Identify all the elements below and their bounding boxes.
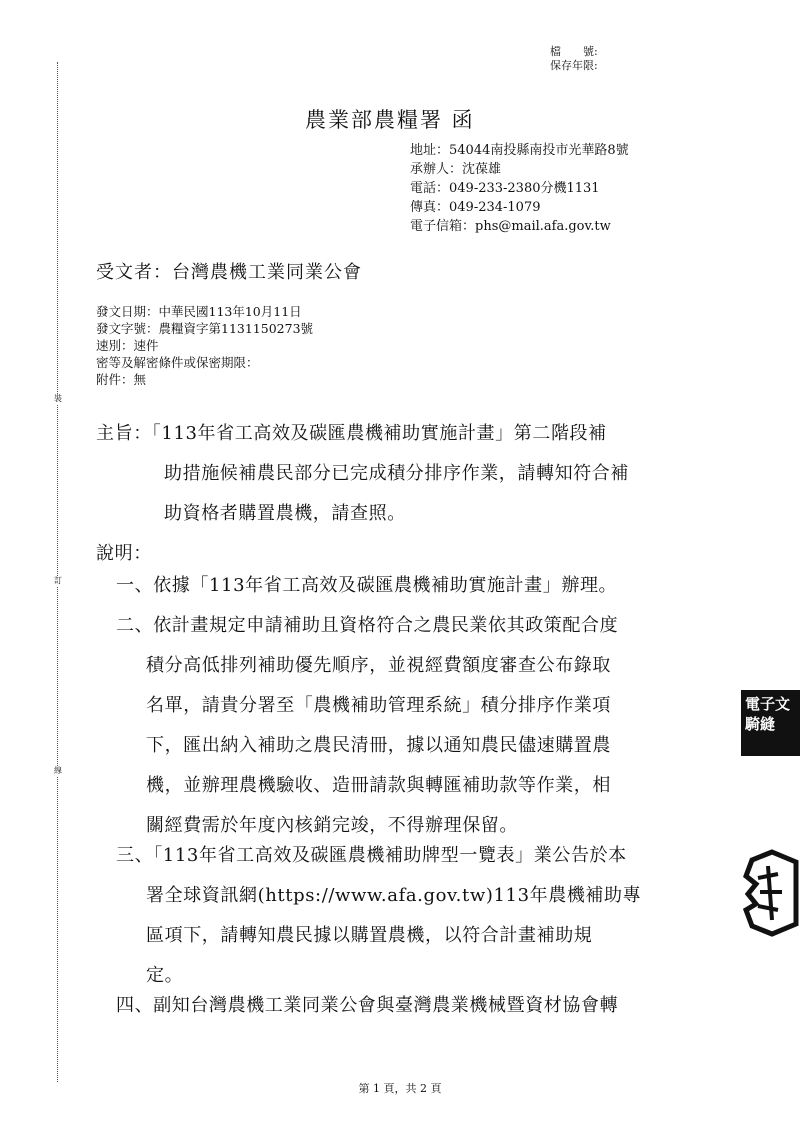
- explanation-label: 說明：: [96, 543, 152, 564]
- contact-email: 電子信箱：phs@mail.afa.gov.tw: [410, 219, 611, 234]
- attachment: 附件：無: [96, 372, 147, 387]
- electronic-seal-stamp: [741, 690, 800, 756]
- delivery-speed: 速別：速件: [96, 338, 159, 353]
- page-number: 第 1 頁，共 2 頁: [358, 1082, 442, 1095]
- binding-mark-line: 線: [54, 766, 62, 775]
- contact-address: 地址：54044南投縣南投市光華路8號: [410, 143, 629, 158]
- issue-date: 發文日期：中華民國113年10月11日: [96, 304, 302, 319]
- item-line: 名單，請貴分署至「農機補助管理系統」積分排序作業項: [146, 695, 611, 716]
- item-line: 機，並辦理農機驗收、造冊請款與轉匯補助款等作業，相: [146, 775, 611, 796]
- item-line: 二、依計畫規定申請補助且資格符合之農民業依其政策配合度: [116, 615, 619, 636]
- archive-retention-period: 保存年限:: [550, 59, 598, 72]
- stamp-mark-icon: [738, 848, 800, 938]
- subject-line: 助措施候補農民部分已完成積分排序作業，請轉知符合補: [164, 463, 629, 484]
- binding-mark-bind: 裝: [54, 394, 62, 403]
- document-meta: [96, 303, 313, 388]
- item-line: 一、依據「113年省工高效及碳匯農機補助實施計畫」辦理。: [116, 575, 618, 596]
- item-line: 區項下，請轉知農民據以購置農機，以符合計畫補助規: [146, 925, 593, 946]
- document-title: 農業部農糧署 函: [305, 108, 475, 132]
- item-line: 三、「113年省工高效及碳匯農機補助牌型一覽表」業公告於本: [116, 845, 627, 866]
- recipient: 受文者：台灣農機工業同業公會: [96, 262, 362, 283]
- item-line: 下，匯出納入補助之農民清冊，據以通知農民儘速購置農: [146, 735, 611, 756]
- contact-phone: 電話：049-233-2380分機1131: [410, 181, 600, 196]
- binding-mark-staple: 訂: [54, 576, 62, 585]
- contact-fax: 傳真：049-234-1079: [410, 200, 541, 215]
- secrecy-level: 密等及解密條件或保密期限：: [96, 355, 259, 370]
- seal-text: 電子文騎縫: [745, 695, 791, 733]
- contact-block: [410, 141, 629, 236]
- item-line: 定。: [146, 965, 184, 986]
- item-line: 署全球資訊網(https://www.afa.gov.tw)113年農機補助專: [146, 885, 642, 906]
- item-line: 關經費需於年度內核銷完竣，不得辦理保留。: [146, 815, 518, 836]
- contact-handler: 承辦人：沈葆雄: [410, 162, 502, 177]
- item-line: 四、副知台灣農機工業同業公會與臺灣農業機械暨資材協會轉: [116, 995, 619, 1016]
- item-line: 積分高低排列補助優先順序，並視經費額度審查公布錄取: [146, 655, 611, 676]
- subject-line: 主旨：「113年省工高效及碳匯農機補助實施計畫」第二階段補: [96, 423, 607, 444]
- binding-margin-line: [57, 62, 58, 1082]
- subject-line: 助資格者購置農機，請查照。: [164, 503, 406, 524]
- document-number: 發文字號：農糧資字第1131150273號: [96, 321, 314, 336]
- archive-file-number: 檔 號:: [550, 45, 598, 58]
